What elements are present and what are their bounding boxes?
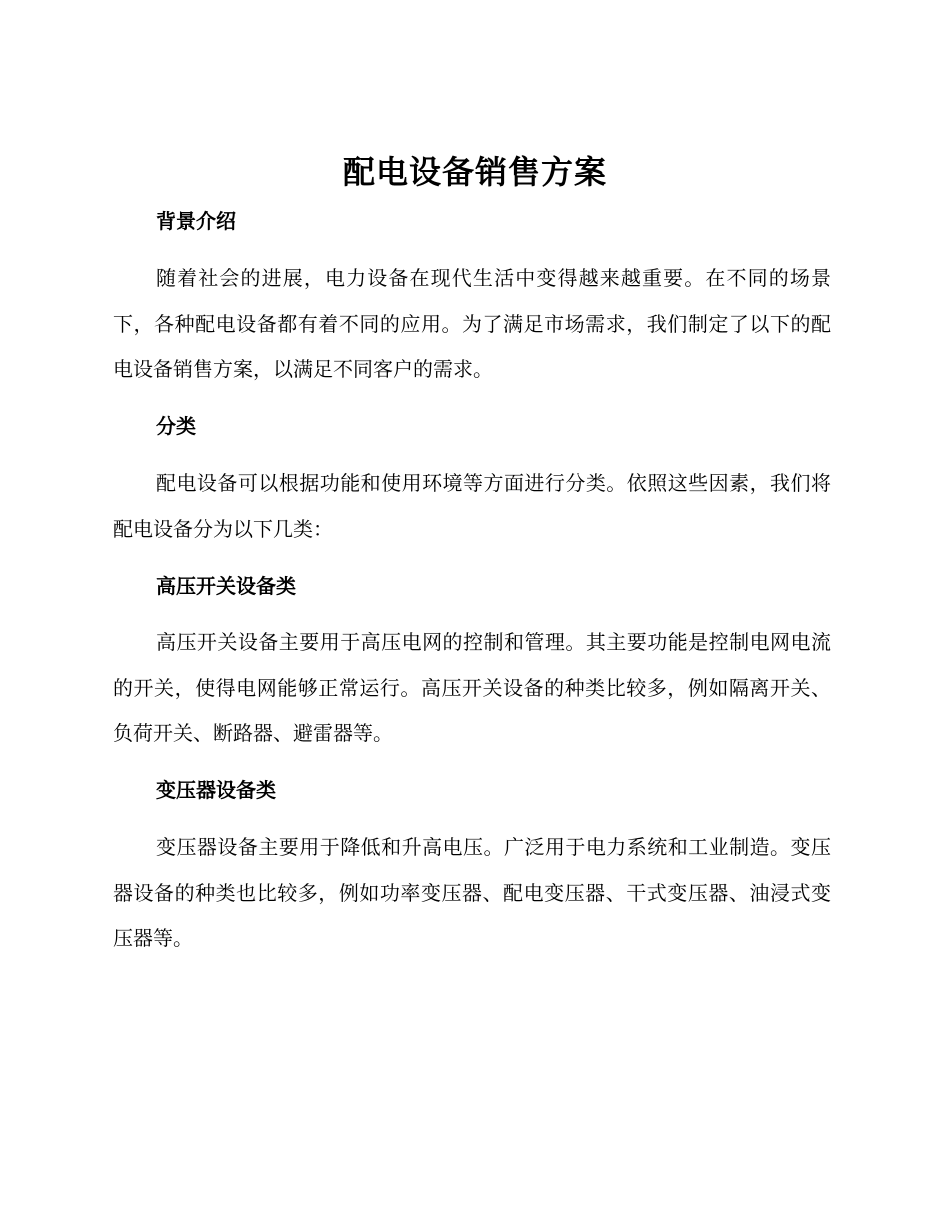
paragraph-high-voltage-switch: 高压开关设备主要用于高压电网的控制和管理。其主要功能是控制电网电流的开关，使得电网能够正常运行。高压开关设备的种类比较多，例如隔离开关、负荷开关、断路器、避雷器等。	[113, 630, 831, 745]
section-heading-classification: 分类	[156, 414, 196, 438]
document-title: 配电设备销售方案	[342, 153, 607, 191]
section-heading-background: 背景介绍	[156, 209, 236, 233]
section-heading-transformer: 变压器设备类	[156, 778, 276, 802]
paragraph-background: 随着社会的进展，电力设备在现代生活中变得越来越重要。在不同的场景下，各种配电设备都有着不同的应用。为了满足市场需求，我们制定了以下的配电设备销售方案，以满足不同客户的需求。	[113, 266, 831, 381]
paragraph-classification: 配电设备可以根据功能和使用环境等方面进行分类。依照这些因素，我们将配电设备分为以下几类：	[113, 471, 831, 541]
section-heading-high-voltage-switch: 高压开关设备类	[156, 574, 296, 598]
paragraph-transformer: 变压器设备主要用于降低和升高电压。广泛用于电力系统和工业制造。变压器设备的种类也比较多，例如功率变压器、配电变压器、干式变压器、油浸式变压器等。	[113, 835, 831, 950]
